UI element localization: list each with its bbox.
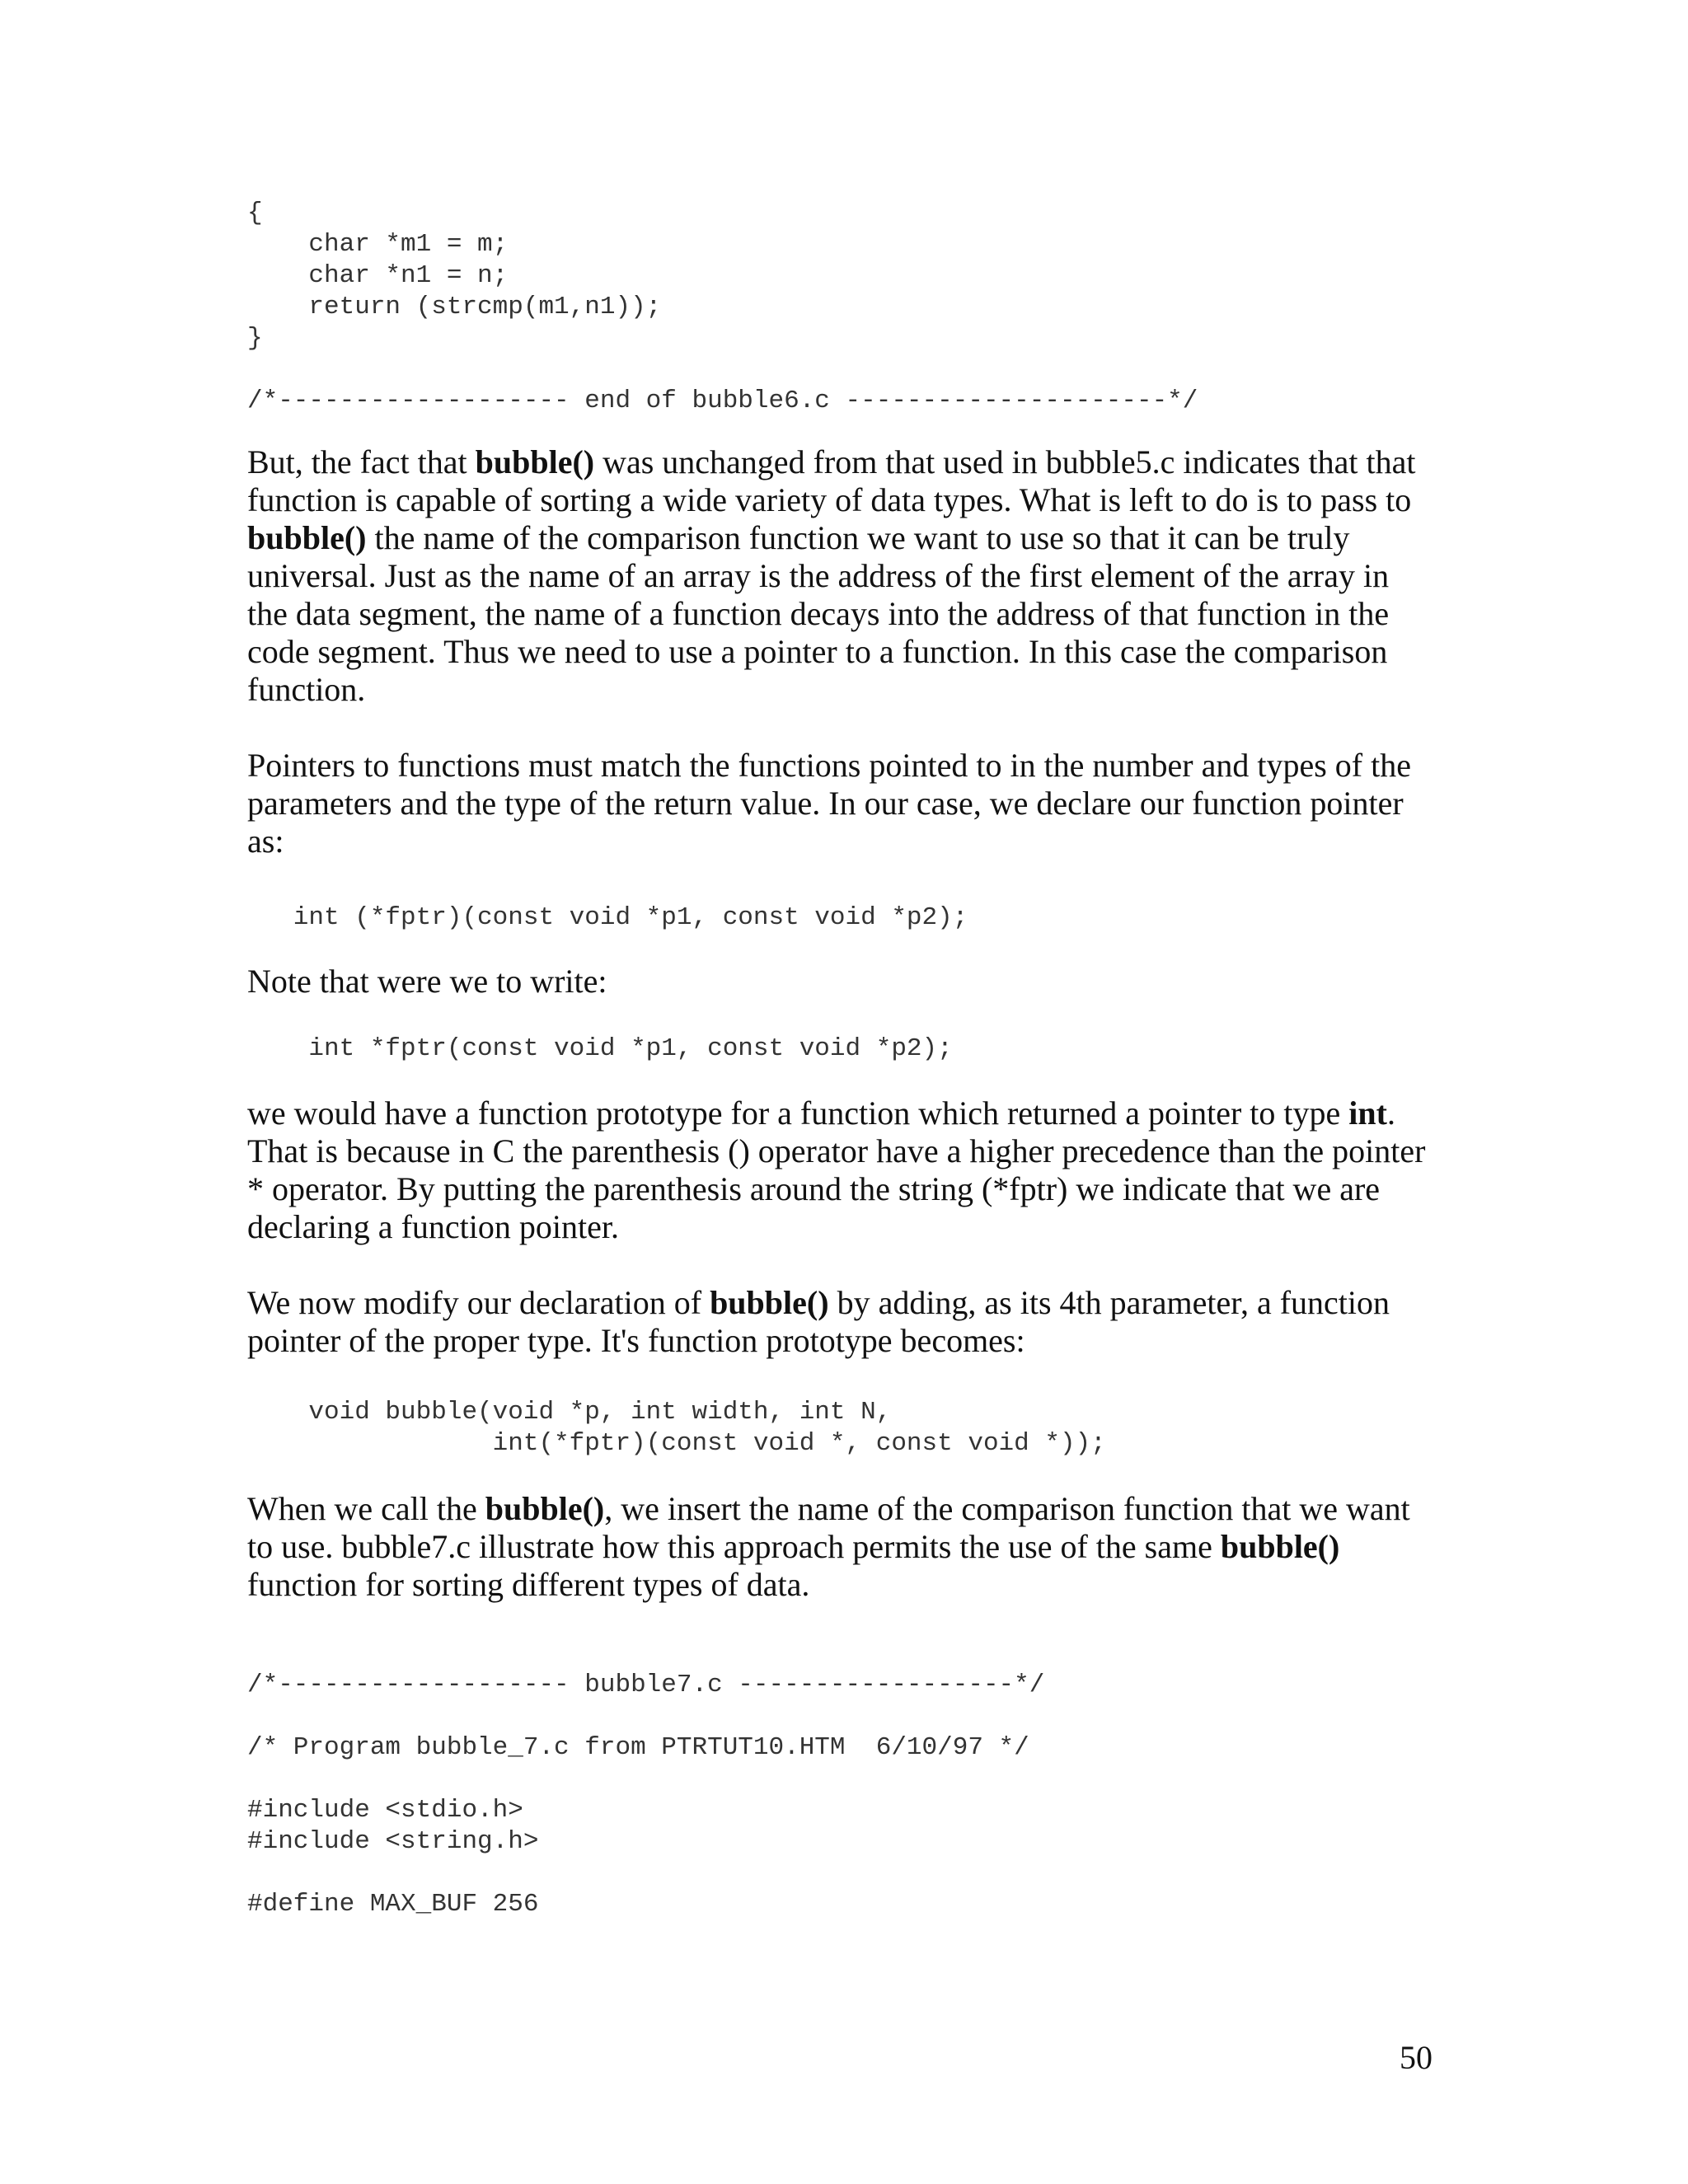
bold-term-bubble: bubble(): [475, 443, 595, 480]
text-run: the name of the comparison function we want to use so that it can be truly universal. Just as the name of an array is the address of the first element of the array in the data segment, the name of a function decays into the address of that function in the code segment. Thus we need to use a pointer to a function. In this case the comparison function.: [247, 519, 1390, 708]
bold-term-bubble: bubble(): [247, 519, 367, 556]
text-run: . That is because in C the parenthesis () operator have a higher precedence than the pointer * operator. By putting the parenthesis around the string (*fptr) we indicate that we are declaring a function pointer.: [247, 1094, 1426, 1245]
bold-term-bubble: bubble(): [710, 1284, 829, 1321]
text-run: When we call the: [247, 1490, 485, 1527]
code-bubble7-listing: /*------------------- bubble7.c ------------------*/ /* Program bubble_7.c from PTRTUT10.HTM 6/10/97 */ #include <stdio.h> #include <string.h> #define MAX_BUF 256: [247, 1671, 1045, 1919]
code-end-of-bubble6-comment: /*------------------- end of bubble6.c ---------------------*/: [247, 387, 1198, 415]
text-run: by adding, as its 4th parameter, a function pointer of the proper type. It's function prototype becomes:: [247, 1284, 1390, 1359]
bold-term-int: int: [1348, 1094, 1387, 1132]
paragraph-bubble-unchanged: [247, 443, 1434, 709]
code-fptr-declaration: int (*fptr)(const void *p1, const void *p2);: [247, 903, 968, 932]
text-run: was unchanged from that used in bubble5.c indicates that that function is capable of sorting a wide variety of data types. What is left to do is to pass to: [247, 443, 1416, 518]
text-run: function for sorting different types of data.: [247, 1566, 810, 1603]
code-fptr-prototype-misread: int *fptr(const void *p1, const void *p2);: [247, 1034, 953, 1063]
code-block-compare-function: { char *m1 = m; char *n1 = n; return (strcmp(m1,n1)); }: [247, 199, 662, 353]
page-number: 50: [1400, 2039, 1432, 2076]
paragraph-note-were-we-to-write: Note that were we to write:: [247, 963, 607, 1000]
bold-term-bubble: bubble(): [1220, 1528, 1340, 1565]
text-run: we would have a function prototype for a function which returned a pointer to type: [247, 1094, 1349, 1132]
text-run: , we insert the name of the comparison function that we want to use. bubble7.c illustrate how this approach permits the use of the same: [247, 1490, 1410, 1565]
paragraph-function-prototype-explanation: [247, 1094, 1434, 1246]
bold-term-bubble: bubble(): [485, 1490, 605, 1527]
text-run: But, the fact that: [247, 443, 476, 480]
code-bubble-prototype: void bubble(void *p, int width, int N, int(*fptr)(const void *, const void *));: [308, 1398, 1106, 1458]
text-run: We now modify our declaration of: [247, 1284, 710, 1321]
paragraph-calling-bubble: [247, 1490, 1434, 1604]
paragraph-modify-declaration: [247, 1284, 1434, 1360]
paragraph-pointers-to-functions: Pointers to functions must match the functions pointed to in the number and types of the parameters and the type of the return value. In our case, we declare our function pointer as:: [247, 747, 1411, 860]
